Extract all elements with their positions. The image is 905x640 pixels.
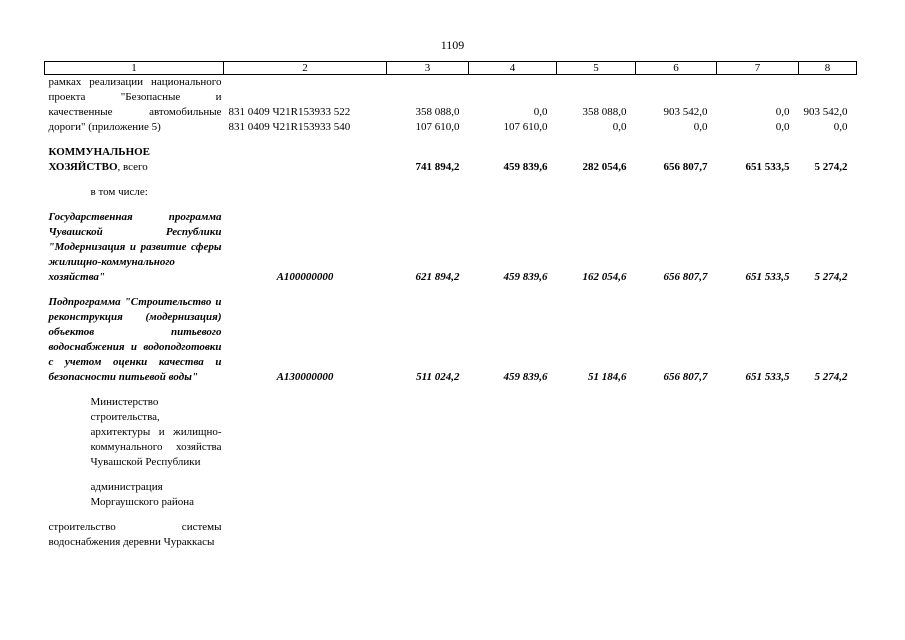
table-row (45, 145, 857, 175)
table-row (45, 210, 857, 285)
value-cell: 0,0 (833, 121, 848, 133)
budget-code: А130000000 (276, 371, 334, 383)
table-row (45, 480, 857, 510)
value-cell: 358 088,0 (582, 106, 627, 118)
column-header: 8 (799, 62, 857, 75)
column-number-row (45, 62, 857, 75)
value-cell: 459 839,6 (503, 161, 548, 173)
value-cell: 656 807,7 (663, 161, 708, 173)
value-cell: 651 533,5 (745, 271, 790, 283)
value-cell: 162 054,6 (582, 271, 627, 283)
row-description: Подпрограмма "Строительство и реконструкция (модернизация) объектов питьевого водоснабжения и водоподготовки с учетом оценки качества и безопасности питьевой воды" (48, 296, 222, 383)
value-cell: 903 542,0 (803, 106, 848, 118)
column-header: 5 (557, 62, 636, 75)
value-cell: 51 184,6 (588, 371, 627, 383)
row-description: рамках реализации национального проекта "Безопасные и качественные автомобильные дороги" (приложение 5) (48, 76, 222, 133)
page-number: 1109 (440, 38, 465, 52)
value-cell: 0,0 (533, 106, 548, 118)
value-cell: 511 024,2 (416, 371, 460, 383)
row-description (45, 145, 224, 175)
value-cell: 656 807,7 (663, 371, 708, 383)
section-title: КОММУНАЛЬНОЕ ХОЗЯЙСТВО (48, 146, 151, 173)
value-cell: 741 894,2 (415, 161, 460, 173)
row-description: Министерство строительства, архитектуры и жилищно-коммунального хозяйства Чувашской Республики (90, 396, 222, 468)
value-cell: 0,0 (775, 121, 790, 133)
table-row (45, 395, 857, 470)
value-cell: 358 088,0 (415, 106, 460, 118)
table-row (45, 520, 857, 550)
column-header: 6 (636, 62, 717, 75)
value-cell: 903 542,0 (663, 106, 708, 118)
table-row (45, 185, 857, 200)
budget-code: 831 0409 Ч21R153933 522 (228, 106, 351, 118)
column-header: 7 (717, 62, 799, 75)
row-description: в том числе: (90, 186, 148, 198)
column-header: 2 (224, 62, 387, 75)
value-cell: 651 533,5 (745, 161, 790, 173)
value-cell: 5 274,2 (814, 271, 848, 283)
table-row (45, 75, 857, 106)
value-cell: 5 274,2 (814, 161, 848, 173)
budget-table (44, 61, 857, 550)
section-suffix: , всего (117, 161, 148, 173)
value-cell: 5 274,2 (814, 371, 848, 383)
row-description: Государственная программа Чувашской Республики "Модернизация и развитие сферы жилищно-коммунального хозяйства" (48, 211, 222, 283)
row-description: администрация Моргаушского района (90, 481, 195, 508)
value-cell: 621 894,2 (415, 271, 460, 283)
value-cell: 282 054,6 (582, 161, 627, 173)
column-header: 1 (45, 62, 224, 75)
value-cell: 0,0 (775, 106, 790, 118)
budget-code: А100000000 (276, 271, 334, 283)
value-cell: 459 839,6 (503, 271, 548, 283)
table-row (45, 295, 857, 385)
value-cell: 107 610,0 (503, 121, 548, 133)
value-cell: 656 807,7 (663, 271, 708, 283)
row-description: строительство системы водоснабжения деревни Чураккасы (48, 521, 222, 548)
budget-code: 831 0409 Ч21R153933 540 (228, 121, 351, 133)
value-cell: 0,0 (693, 121, 708, 133)
column-header: 3 (387, 62, 469, 75)
value-cell: 107 610,0 (415, 121, 460, 133)
value-cell: 459 839,6 (503, 371, 548, 383)
value-cell: 651 533,5 (745, 371, 790, 383)
column-header: 4 (469, 62, 557, 75)
value-cell: 0,0 (612, 121, 627, 133)
